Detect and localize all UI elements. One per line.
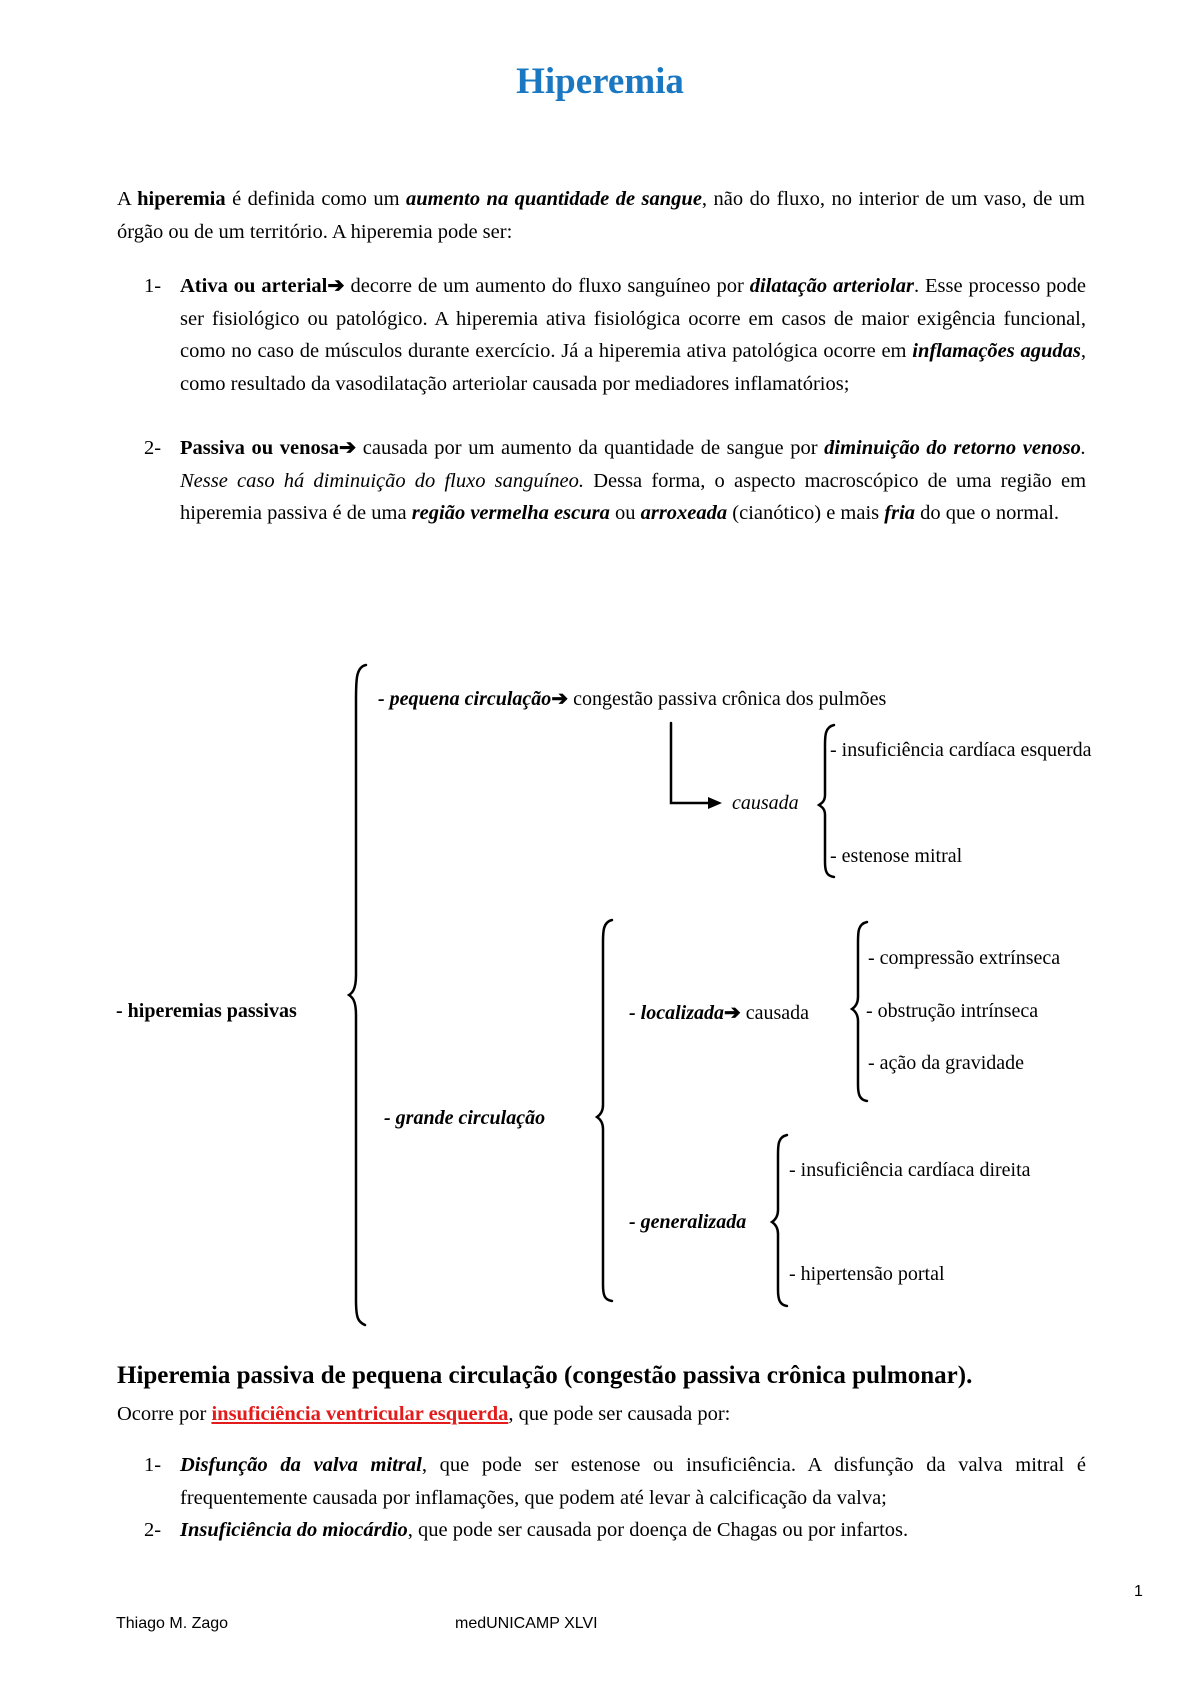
- cause-item: - estenose mitral: [830, 845, 963, 867]
- brace-generalizada: [772, 1135, 787, 1306]
- connector-line: [671, 723, 710, 803]
- arrow-icon: ➔: [724, 1002, 741, 1024]
- brace-localizada: [852, 922, 867, 1101]
- cause-item: - obstrução intrínseca: [866, 1000, 1039, 1022]
- arrow-icon: ➔: [339, 437, 357, 459]
- brace-main: [349, 665, 366, 1325]
- cause-item: - insuficiência cardíaca direita: [789, 1159, 1031, 1181]
- pequena-result: congestão passiva crônica dos pulmões: [568, 688, 887, 710]
- arrow-icon: ➔: [327, 275, 345, 297]
- italic-text: . Nesse caso há diminuição do fluxo sanguíneo.: [180, 437, 1086, 492]
- text: ou: [609, 502, 641, 524]
- arrow-icon: ➔: [551, 688, 569, 710]
- connector-arrowhead: [708, 797, 722, 809]
- emphasis: dilatação arteriolar: [749, 275, 914, 297]
- section-intro: [117, 1398, 1085, 1431]
- text: do que o normal.: [915, 502, 1060, 524]
- footer-class: medUNICAMP XLVI: [455, 1615, 598, 1632]
- emphasis: Disfunção da valva mitral: [180, 1454, 422, 1476]
- intro-text: , não do fluxo, no interior de um vaso, de um órgão ou de um território. A hiperemia pode ser:: [117, 188, 1085, 243]
- section-heading: Hiperemia passiva de pequena circulação (congestão passiva crônica pulmonar).: [117, 1362, 973, 1389]
- intro-emphasis: aumento na quantidade de sangue: [406, 188, 702, 210]
- intro-term: hiperemia: [137, 188, 226, 210]
- type-label: Ativa ou arterial: [180, 275, 328, 297]
- cause-item: - compressão extrínseca: [868, 947, 1061, 969]
- page-number: 1: [1134, 1583, 1143, 1600]
- list-number: 2-: [144, 1519, 162, 1541]
- emphasis: arroxeada: [640, 502, 728, 524]
- node-causada: causada: [732, 792, 799, 814]
- text: Dessa forma, o aspecto macroscópico de uma região em hiperemia passiva é de uma: [180, 469, 1087, 524]
- list-number: 1-: [144, 275, 162, 297]
- list-item-valva: [144, 1449, 1086, 1514]
- brace-grande: [597, 920, 612, 1301]
- node-generalizada: - generalizada: [629, 1211, 747, 1233]
- node-grande: - grande circulação: [384, 1107, 546, 1129]
- localizada-label: - localizada: [629, 1002, 724, 1024]
- pequena-label: - pequena circulação: [378, 688, 552, 710]
- emphasis: fria: [884, 502, 916, 524]
- text: , como resultado da vasodilatação arteriolar causada por mediadores inflamatórios;: [180, 340, 1086, 395]
- emphasis: inflamações agudas: [912, 340, 1081, 362]
- emphasis: diminuição do retorno venoso: [824, 437, 1081, 459]
- highlight-term: insuficiência ventricular esquerda: [211, 1403, 509, 1425]
- emphasis: região vermelha escura: [411, 502, 610, 524]
- text: (cianótico) e mais: [727, 502, 885, 524]
- text: , que pode ser causada por:: [508, 1403, 731, 1425]
- node-root: - hiperemias passivas: [116, 1000, 297, 1022]
- cause-item: - hipertensão portal: [789, 1263, 945, 1285]
- cause-item: - ação da gravidade: [868, 1052, 1025, 1074]
- text: , que pode ser causada por doença de Chagas ou por infartos.: [407, 1519, 909, 1541]
- emphasis: Insuficiência do miocárdio: [180, 1519, 408, 1541]
- node-pequena: [378, 686, 886, 711]
- localizada-causada: causada: [740, 1002, 810, 1024]
- text: . Esse processo pode ser fisiológico ou patológico. A hiperemia ativa fisiológica ocorre em casos de maior exigência funcional, como no caso de músculos durante exercício. Já a hiperemia ativa patológica ocorre em: [180, 275, 1086, 362]
- list-number: 1-: [144, 1454, 162, 1476]
- intro-text: A: [117, 188, 138, 210]
- text: , que pode ser estenose ou insuficiência. A disfunção da valva mitral é frequentemente causada por inflamações, que podem até levar à calcificação da valva;: [180, 1454, 1086, 1509]
- text: Ocorre por: [117, 1403, 212, 1425]
- type-label: Passiva ou venosa: [180, 437, 340, 459]
- text: decorre de um aumento do fluxo sanguíneo por: [344, 275, 750, 297]
- page-title: Hiperemia: [516, 61, 684, 102]
- intro-text: é definida como um: [225, 188, 407, 210]
- list-item-miocardio: [144, 1514, 1086, 1547]
- list-number: 2-: [144, 437, 162, 459]
- footer-author: Thiago M. Zago: [116, 1615, 229, 1632]
- text: causada por um aumento da quantidade de sangue por: [356, 437, 825, 459]
- node-localizada: [629, 1000, 809, 1025]
- cause-item: - insuficiência cardíaca esquerda: [830, 739, 1092, 761]
